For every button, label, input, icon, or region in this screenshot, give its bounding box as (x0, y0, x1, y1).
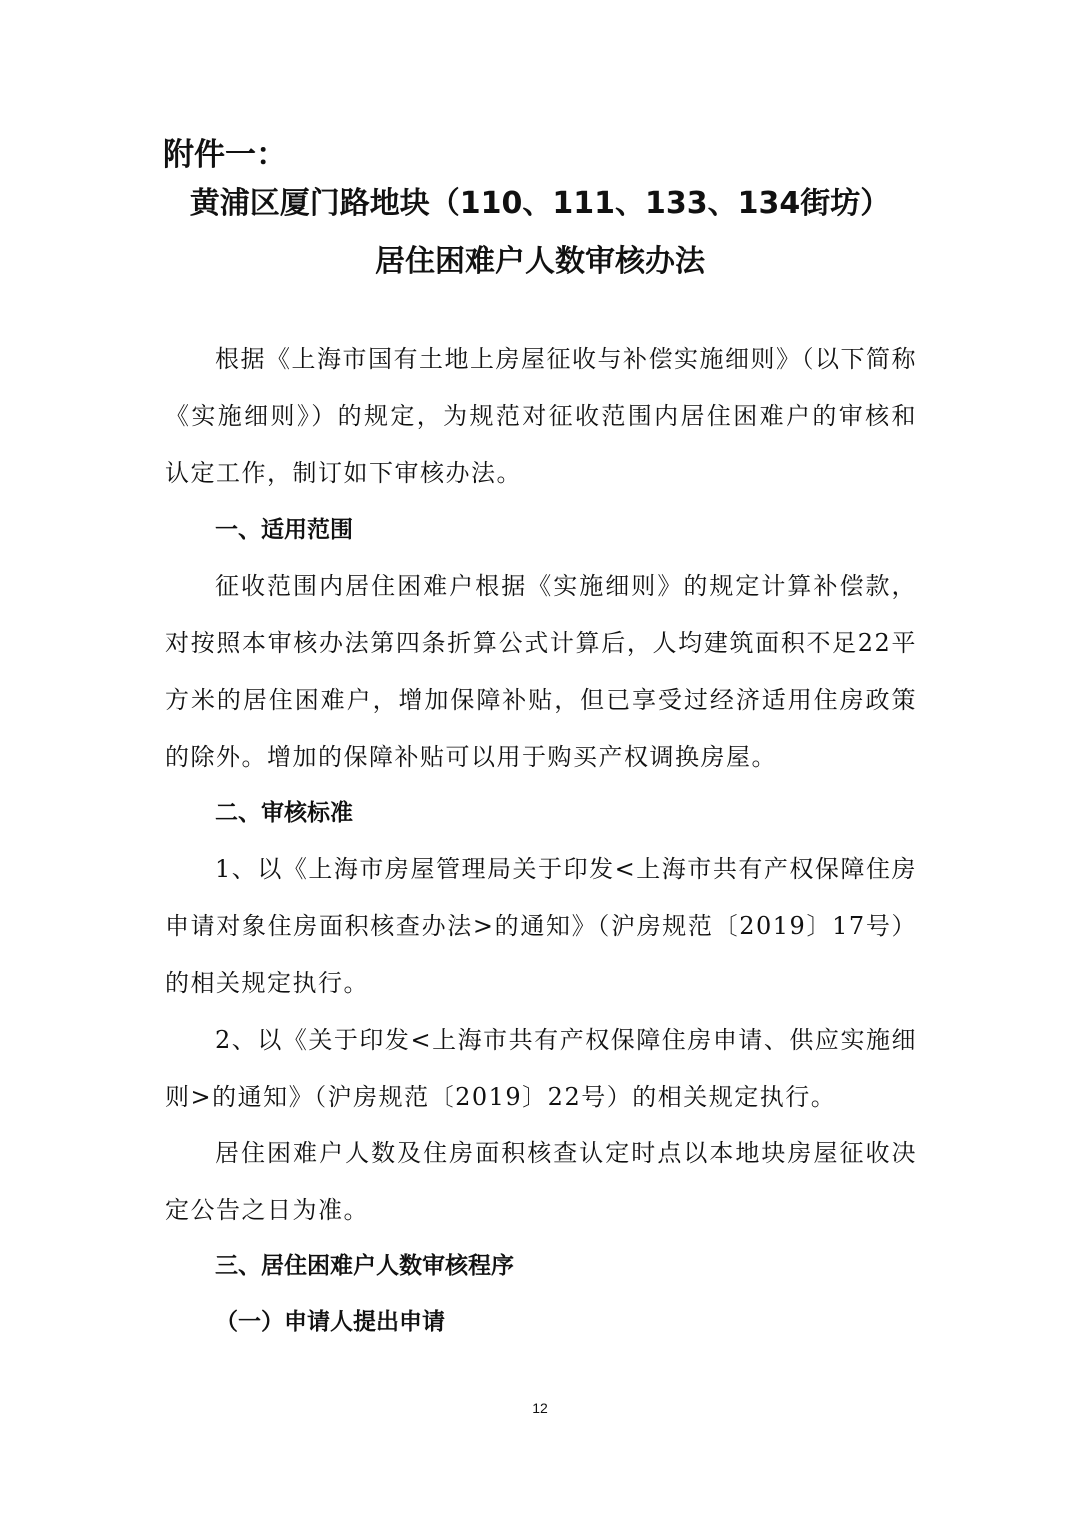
section2-note: 居住困难户人数及住房面积核查认定时点以本地块房屋征收决定公告之日为准。 (165, 1139, 917, 1224)
section2-item1: 1、以《上海市房屋管理局关于印发<上海市共有产权保障住房申请对象住房面积核查办法>的通知》（沪房规范〔2019〕17号）的相关规定执行。 (165, 855, 917, 997)
intro-paragraph: 根据《上海市国有土地上房屋征收与补偿实施细则》（以下简称《实施细则》）的规定，为规范对征收范围内居住困难户的审核和认定工作，制订如下审核办法。 (165, 345, 917, 487)
attachment-label: 附件一： (163, 137, 287, 173)
section1-paragraph: 征收范围内居住困难户根据《实施细则》的规定计算补偿款，对按照本审核办法第四条折算公式计算后，人均建筑面积不足22平方米的居住困难户，增加保障补贴，但已享受过经济适用住房政策的除外。增加的保障补贴可以用于购买产权调换房屋。 (165, 572, 917, 771)
document-title-line2: 居住困难户人数审核办法 (375, 244, 705, 279)
document-title-line1: 黄浦区厦门路地块（110、111、133、134街坊） (189, 186, 891, 221)
section1-heading: 一、适用范围 (215, 517, 353, 543)
section2-heading: 二、审核标准 (215, 800, 353, 826)
section2-item2: 2、以《关于印发<上海市共有产权保障住房申请、供应实施细则>的通知》（沪房规范〔2019〕22号）的相关规定执行。 (165, 1026, 917, 1111)
section3-subheading: （一）申请人提出申请 (215, 1309, 445, 1335)
section3-heading: 三、居住困难户人数审核程序 (215, 1253, 514, 1279)
page-number: 12 (532, 1400, 548, 1416)
